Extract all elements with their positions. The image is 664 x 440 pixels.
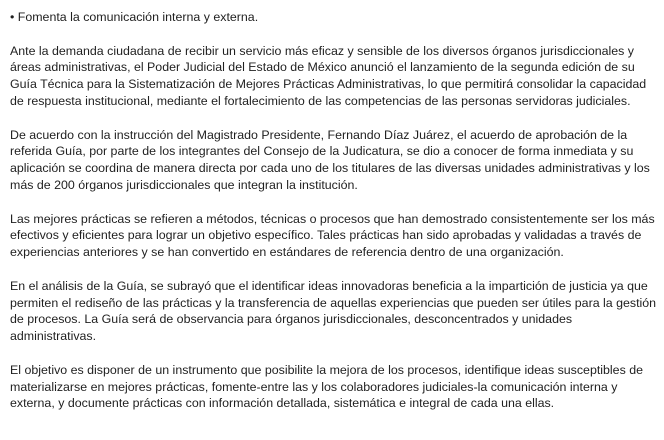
paragraph-analisis-guia: En el análisis de la Guía, se subrayó que el identificar ideas innovadoras beneficia a la impartición de justicia ya que permiten el rediseño de las prácticas y la transferencia de aquellas experiencias que pueden ser útiles para la gestión de procesos. La Guía será de observancia para órganos jurisdiccionales, desconcentrados y unidades administrativas. [10,278,657,344]
paragraph-mejores-practicas: Las mejores prácticas se refieren a métodos, técnicas o procesos que han demostrado consistentemente ser los más efectivos y eficientes para lograr un objetivo específico. Tales prácticas han sido aprobadas y validadas a través de experiencias anteriores y se han convertido en estándares de referencia dentro de una organización. [10,211,655,260]
paragraph-demanda-ciudadana: Ante la demanda ciudadana de recibir un servicio más eficaz y sensible de los diversos órganos jurisdiccionales y áreas administrativas, el Poder Judicial del Estado de México anunció el lanzamiento de la segunda edición de su Guía Técnica para la Sistematización de Mejores Prácticas Administrativas, lo que permitirá consolidar la capacidad de respuesta institucional, mediante el fortalecimiento de las competencias de las personas servidoras judiciales. [10,43,647,108]
paragraph-objetivo: El objetivo es disponer de un instrumento que posibilite la mejora de los procesos, identifique ideas susceptibles de materializarse en mejores prácticas, fomente-entre las y los colaboradores judiciales-la comunicación interna y externa, y documente prácticas con información detallada, sistemática e integral de cada una ellas. [10,362,643,411]
article-body [10,9,658,412]
paragraph-instruccion-magistrado: De acuerdo con la instrucción del Magistrado Presidente, Fernando Díaz Juárez, el acuerdo de aprobación de la referida Guía, por parte de los integrantes del Consejo de la Judicatura, se dio a conocer de forma inmediata y su aplicación se coordina de manera directa por cada uno de los titulares de las diversas unidades administrativas y los más de 200 órganos jurisdiccionales que integran la institución. [10,127,650,192]
bullet-item: • Fomenta la comunicación interna y externa. [10,10,259,24]
